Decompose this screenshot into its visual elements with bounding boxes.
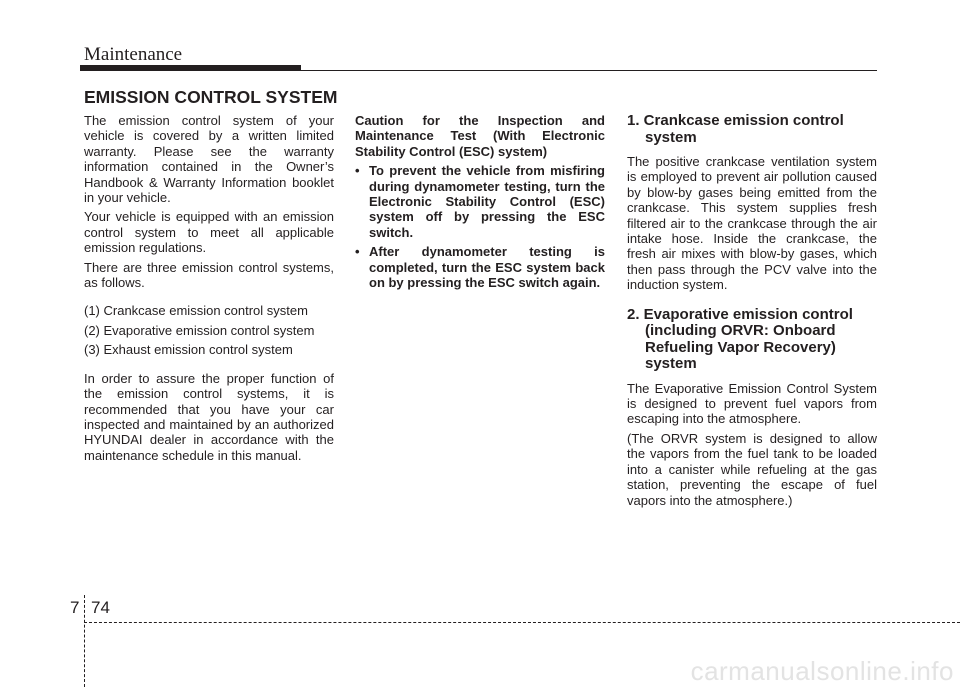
regulations-paragraph: Your vehicle is equipped with an emission control system to meet all applicable emission regulations. bbox=[84, 209, 334, 256]
column-right bbox=[627, 113, 877, 512]
footer-rule bbox=[84, 622, 960, 623]
header-rule-thick bbox=[80, 65, 301, 71]
maintenance-paragraph: In order to assure the proper function of the emission control systems, it is recommended that you have your car inspected and maintained by an authorized HYUNDAI dealer in accordance with the maintenance schedule in this manual. bbox=[84, 370, 334, 463]
systems-intro-paragraph: There are three emission control systems, as follows. bbox=[84, 259, 334, 291]
bullet-text: To prevent the vehicle from misfiring during dynamometer testing, turn the Electronic Stability Control (ESC) system off by pressing the ESC switch. bbox=[369, 163, 605, 240]
section-heading: EMISSION CONTROL SYSTEM bbox=[84, 87, 338, 107]
caution-bullet bbox=[355, 244, 605, 290]
crankcase-paragraph: The positive crankcase ventilation system is employed to prevent air pollution caused by blow-by gases being emitted from the crankcase. This system supplies fresh filtered air to the crankcase through the air intake hose. Inside the crankcase, the fresh air mixes with blow-by gases, which then pass through the PCV valve into the induction system. bbox=[627, 154, 877, 293]
bullet-icon: • bbox=[355, 244, 360, 260]
column-left bbox=[84, 113, 334, 467]
watermark: carmanualsonline.info bbox=[690, 656, 954, 686]
warranty-paragraph: The emission control system of your vehicle is covered by a written limited warranty. Please see the warranty information contained in the Owner’s Handbook & Warranty Information booklet in your vehicle. bbox=[84, 113, 334, 206]
bullet-text: After dynamometer testing is completed, turn the ESC system back on by pressing the ESC switch again. bbox=[369, 244, 605, 291]
caution-title: Caution for the Inspection and Maintenance Test (With Electronic Stability Control (ESC) system) bbox=[355, 113, 605, 159]
crankcase-heading: 1. Crankcase emission control system bbox=[627, 112, 844, 146]
page-number: 74 bbox=[91, 598, 110, 617]
bullet-icon: • bbox=[355, 163, 360, 179]
chapter-number: 7 bbox=[70, 598, 80, 617]
caution-bullet bbox=[355, 163, 605, 240]
systems-list bbox=[84, 303, 334, 357]
list-item: (3) Exhaust emission control system bbox=[84, 342, 293, 358]
header-rule-thin bbox=[301, 70, 877, 71]
evaporative-heading: 2. Evaporative emission control (including ORVR: Onboard Refueling Vapor Recovery) system bbox=[627, 305, 853, 373]
orvr-paragraph: (The ORVR system is designed to allow the vapors from the fuel tank to be loaded into a canister while refueling at the gas station, preventing the escape of fuel vapors into the atmosphere.) bbox=[627, 430, 877, 508]
running-header-title: Maintenance bbox=[84, 44, 183, 65]
list-item: (2) Evaporative emission control system bbox=[84, 322, 315, 338]
column-middle bbox=[355, 113, 605, 294]
evaporative-paragraph: The Evaporative Emission Control System is designed to prevent fuel vapors from escaping into the atmosphere. bbox=[627, 380, 877, 427]
list-item: (1) Crankcase emission control system bbox=[84, 303, 308, 319]
footer-divider bbox=[84, 595, 85, 687]
